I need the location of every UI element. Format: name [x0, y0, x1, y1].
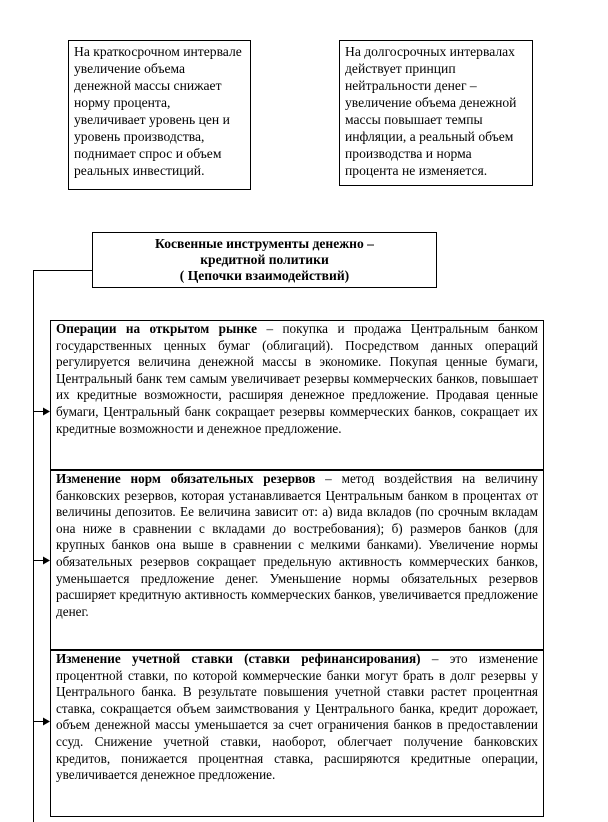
long-term-effect-box	[339, 40, 533, 186]
reserve-requirements-description: – метод воздействия на величину банковских резервов, которая устанавливается Центральным банком в процентах от величины депозитов. Ее величина зависит от: а) вида вкладов (по срочным вкладам она ниже в сравнении с вкладами до востребования); б) размеров банков (для крупных банков она выше в сравнении с мелкими банками). Увеличение нормы обязательных резервов сокращает предельную активность коммерческих банков, уменьшается предложение денег. Уменьшение нормы обязательных резервов расширяет кредитную активность коммерческих банков, увеличивается предложение денег.	[56, 471, 538, 619]
discount-rate-box	[50, 650, 544, 817]
open-market-operations-name: Операции на открытом рынке	[56, 321, 258, 336]
indirect-instruments-title-box	[92, 232, 437, 288]
reserve-requirements-box	[50, 470, 544, 650]
title-line-3: ( Цепочки взаимодействий)	[179, 268, 350, 283]
arrow-discount-rate	[33, 717, 50, 726]
open-market-operations-description: – покупка и продажа Центральным банком государственных ценных бумаг (облигаций). Посредством данных операций регулируется величина денежной массы в экономике. Покупая ценные бумаги, Центральный банк тем самым увеличивает резервы коммерческих банков, повышает их кредитные возможности, расширяя денежное предложение. Продавая ценные бумаги, Центральный банк сокращает резервы коммерческих банков, сокращает их кредитные возможности и денежное предложение.	[56, 321, 539, 436]
discount-rate-name: Изменение учетной ставки (ставки рефинансирования)	[56, 651, 421, 666]
arrow-open-market	[33, 407, 50, 416]
reserve-requirements-name: Изменение норм обязательных резервов	[56, 471, 316, 486]
short-term-effect-text: На краткосрочном интервале увеличение объема денежной массы снижает норму процента, увеличивает уровень цен и уровень производства, поднимает спрос и объем реальных инвестиций.	[74, 44, 242, 178]
connector-title	[33, 270, 92, 271]
arrow-reserve-requirements	[33, 556, 50, 565]
title-line-2: кредитной политики	[200, 252, 329, 267]
connector-vertical	[33, 270, 34, 822]
short-term-effect-box	[68, 40, 251, 190]
title-line-1: Косвенные инструменты денежно –	[155, 236, 374, 251]
open-market-operations-box	[50, 320, 544, 470]
discount-rate-description: – это изменение процентной ставки, по которой коммерческие банки могут брать в долг резервы у Центрального банка. В результате повышения учетной ставки растет процентная ставка, сокращается объем заимствования у Центрального банка, кредит дорожает, объем денежной массы уменьшается за счет ограничения банков в предоставлении ссуд. Снижение учетной ставки, наоборот, облегчает получение банковских кредитов, понижается процентная ставка, расширяются кредитные операции, увеличивается денежное предложение.	[56, 651, 538, 783]
long-term-effect-text: На долгосрочных интервалах действует принцип нейтральности денег – увеличение объема денежной массы повышает темпы инфляции, а реальный объем производства и норма процента не изменяется.	[345, 44, 517, 178]
